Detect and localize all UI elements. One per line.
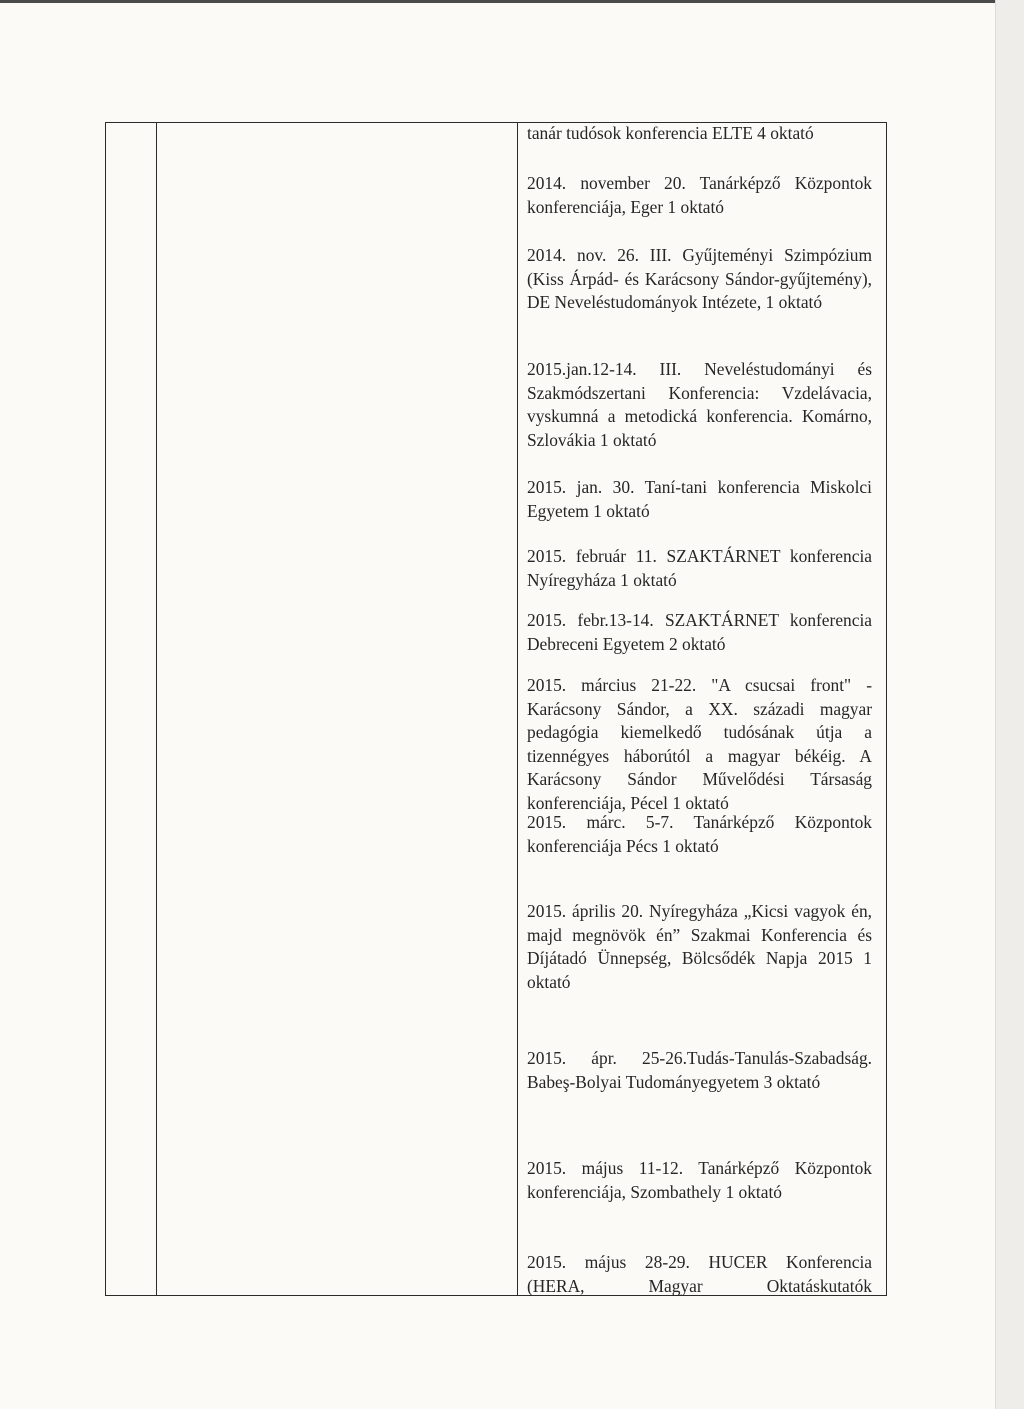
- scan-right-margin: [995, 0, 1024, 1409]
- conference-entry: 2015. április 20. Nyíregyháza „Kicsi vagyok én, majd megnövök én” Szakmai Konferencia és Díjátadó Ünnepség, Bölcsődék Napja 2015 1 oktató: [527, 901, 872, 992]
- conference-entry: 2014. november 20. Tanárképző Központok konferenciája, Eger 1 oktató: [527, 173, 872, 217]
- scan-top-edge: [0, 0, 1024, 3]
- column-divider-second: [517, 123, 518, 1295]
- conference-entry: 2015. febr.13-14. SZAKTÁRNET konferencia Debreceni Egyetem 2 oktató: [527, 610, 872, 654]
- conference-entry: 2015. május 28-29. HUCER Konferencia (HERA, Magyar Oktatáskutatók: [527, 1252, 872, 1296]
- conference-entry: 2015. május 11-12. Tanárképző Központok konferenciája, Szombathely 1 oktató: [527, 1158, 872, 1202]
- conference-entry: tanár tudósok konferencia ELTE 4 oktató: [527, 123, 814, 143]
- conference-entry: 2015. jan. 30. Taní-tani konferencia Miskolci Egyetem 1 oktató: [527, 477, 872, 521]
- conference-entry: 2015. február 11. SZAKTÁRNET konferencia Nyíregyháza 1 oktató: [527, 546, 872, 590]
- conference-entry: 2015. ápr. 25-26.Tudás-Tanulás-Szabadság. Babeş-Bolyai Tudományegyetem 3 oktató: [527, 1048, 872, 1092]
- column-divider-first: [156, 123, 157, 1295]
- conference-entry: 2014. nov. 26. III. Gyűjteményi Szimpózium (Kiss Árpád- és Karácsony Sándor-gyűjtemény), DE Neveléstudományok Intézete, 1 oktató: [527, 245, 872, 313]
- conference-entry: 2015. márc. 5-7. Tanárképző Központok konferenciája Pécs 1 oktató: [527, 812, 872, 856]
- conference-entry: 2015.jan.12-14. III. Neveléstudományi és Szakmódszertani Konferencia: Vzdelávacia, vyskumná a metodická konferencia. Komárno, Szlovákia 1 oktató: [527, 359, 872, 450]
- conference-entry: 2015. március 21-22. "A csucsai front" - Karácsony Sándor, a XX. századi magyar pedagógia kiemelkedő tudósának útja a tizennégyes háborútól a magyar békéig. A Karácsony Sándor Művelődési Társaság konferenciája, Pécel 1 oktató: [527, 675, 872, 813]
